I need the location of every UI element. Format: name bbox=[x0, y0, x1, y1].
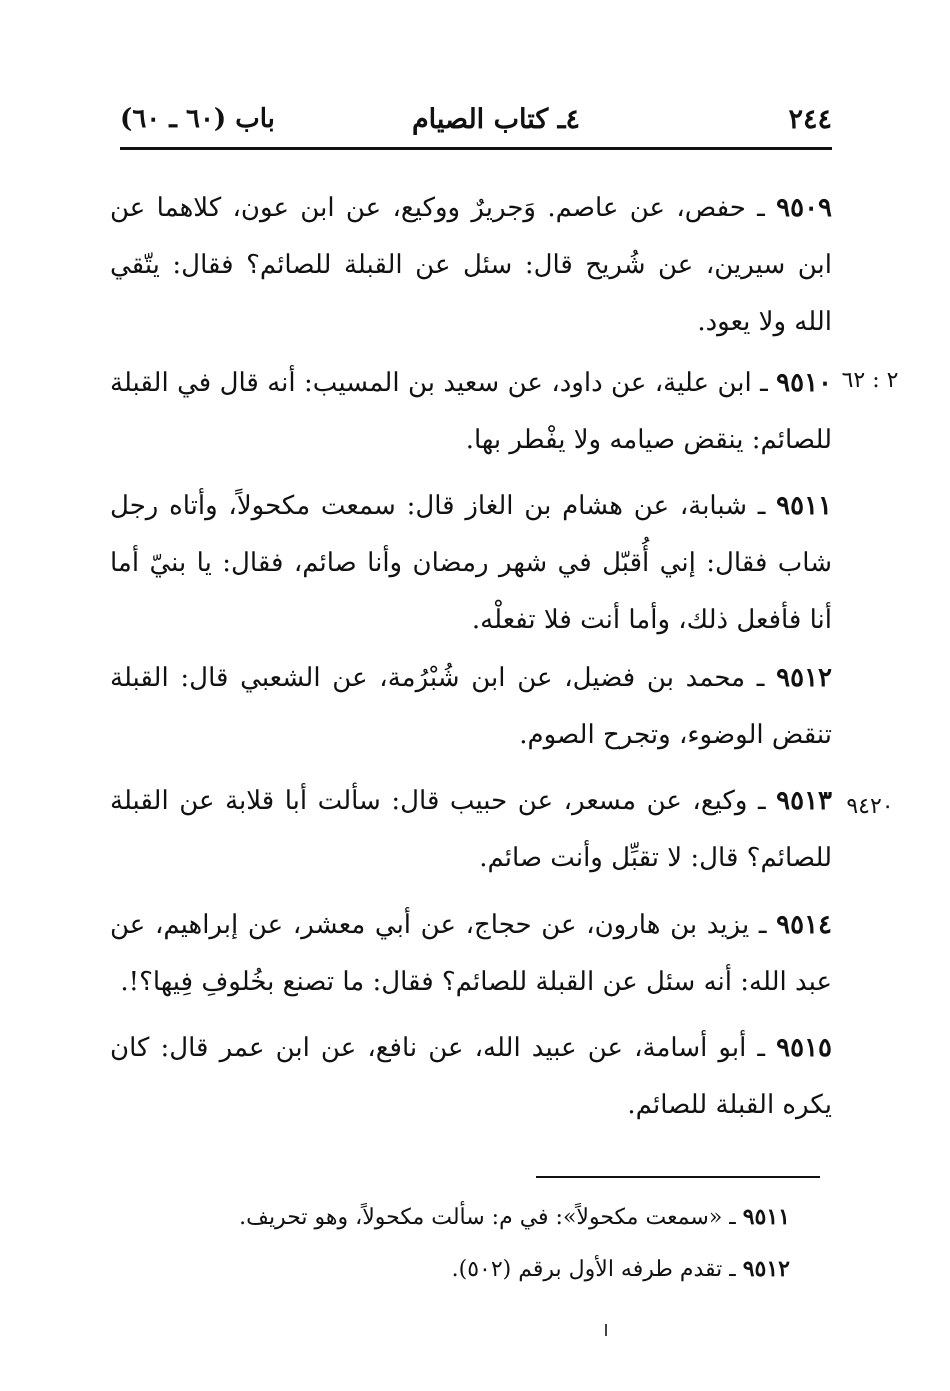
entry-text: ـ وكيع، عن مسعر، عن حبيب قال: سألت أبا قلابة عن القبلة للصائم؟ قال: لا تقبِّل وأنت صائم. bbox=[110, 786, 832, 873]
entry-number: ٩٥١٥ bbox=[776, 1033, 833, 1063]
entry-text: ـ ابن علية، عن داود، عن سعيد بن المسيب: أنه قال في القبلة للصائم: ينقض صيامه ولا يفْطر بها. bbox=[110, 368, 832, 455]
entry-number: ٩٥٠٩ bbox=[776, 193, 833, 223]
entry-text: ـ حفص، عن عاصم. وَجريرٌ ووكيع، عن ابن عون، كلاهما عن ابن سيرين، عن شُريح قال: سئل عن القبلة للصائم؟ فقال: يتّقي الله ولا يعود. bbox=[110, 193, 832, 337]
entry-number: ٩٥١٤ bbox=[776, 910, 832, 940]
entry-text: ـ شبابة، عن هشام بن الغاز قال: سمعت مكحولاً، وأتاه رجل شاب فقال: إني أُقبّل في شهر رمضان وأنا صائم، فقال: يا بنيّ أما أنا فأفعل ذلك، وأما أنت فلا تفعلْه. bbox=[110, 491, 832, 635]
header-rule bbox=[120, 147, 832, 150]
hadith-entry bbox=[110, 773, 832, 887]
hadith-entry bbox=[110, 1020, 832, 1134]
entry-text: ـ محمد بن فضيل، عن ابن شُبْرُمة، عن الشعبي قال: القبلة تنقض الوضوء، وتجرح الصوم. bbox=[110, 663, 832, 750]
hadith-entry bbox=[110, 897, 832, 1011]
margin-reference: ٩٤٢٠ bbox=[846, 794, 894, 819]
entry-number: ٩٥١٠ bbox=[776, 368, 832, 398]
hadith-entry bbox=[110, 650, 832, 764]
footnote-number: ٩٥١١ bbox=[742, 1204, 790, 1230]
entry-number: ٩٥١٣ bbox=[776, 786, 832, 816]
footnote-rule bbox=[536, 1176, 820, 1178]
book-title: ٤ـ كتاب الصيام bbox=[411, 104, 581, 135]
entry-number: ٩٥١١ bbox=[776, 491, 833, 521]
footnote bbox=[110, 1244, 790, 1295]
running-header bbox=[120, 92, 832, 142]
entry-text: ـ يزيد بن هارون، عن حجاج، عن أبي معشر، عن إبراهيم، عن عبد الله: أنه سئل عن القبلة للصائم؟ فقال: ما تصنع بخُلوفِ فِيها؟!. bbox=[110, 910, 832, 997]
hadith-entry bbox=[110, 355, 832, 469]
footnote-number: ٩٥١٢ bbox=[742, 1256, 790, 1282]
entry-text: ـ أبو أسامة، عن عبيد الله، عن نافع، عن ابن عمر قال: كان يكره القبلة للصائم. bbox=[110, 1033, 832, 1120]
print-mark bbox=[605, 1324, 607, 1336]
footnote-text: ـ تقدم طرفه الأول برقم (٥٠٢). bbox=[451, 1257, 736, 1282]
chapter-heading: باب (٦٠ ـ ٦٠) bbox=[120, 104, 275, 134]
page-number: ٢٤٤ bbox=[788, 104, 832, 135]
footnote bbox=[110, 1192, 790, 1243]
hadith-entry bbox=[110, 180, 832, 351]
footnote-text: ـ «سمعت مكحولاً»: في م: سألت مكحولاً، وهو تحريف. bbox=[239, 1205, 736, 1230]
hadith-entry bbox=[110, 478, 832, 649]
margin-reference: ٢ : ٦٢ bbox=[841, 368, 899, 393]
entry-number: ٩٥١٢ bbox=[776, 663, 832, 693]
